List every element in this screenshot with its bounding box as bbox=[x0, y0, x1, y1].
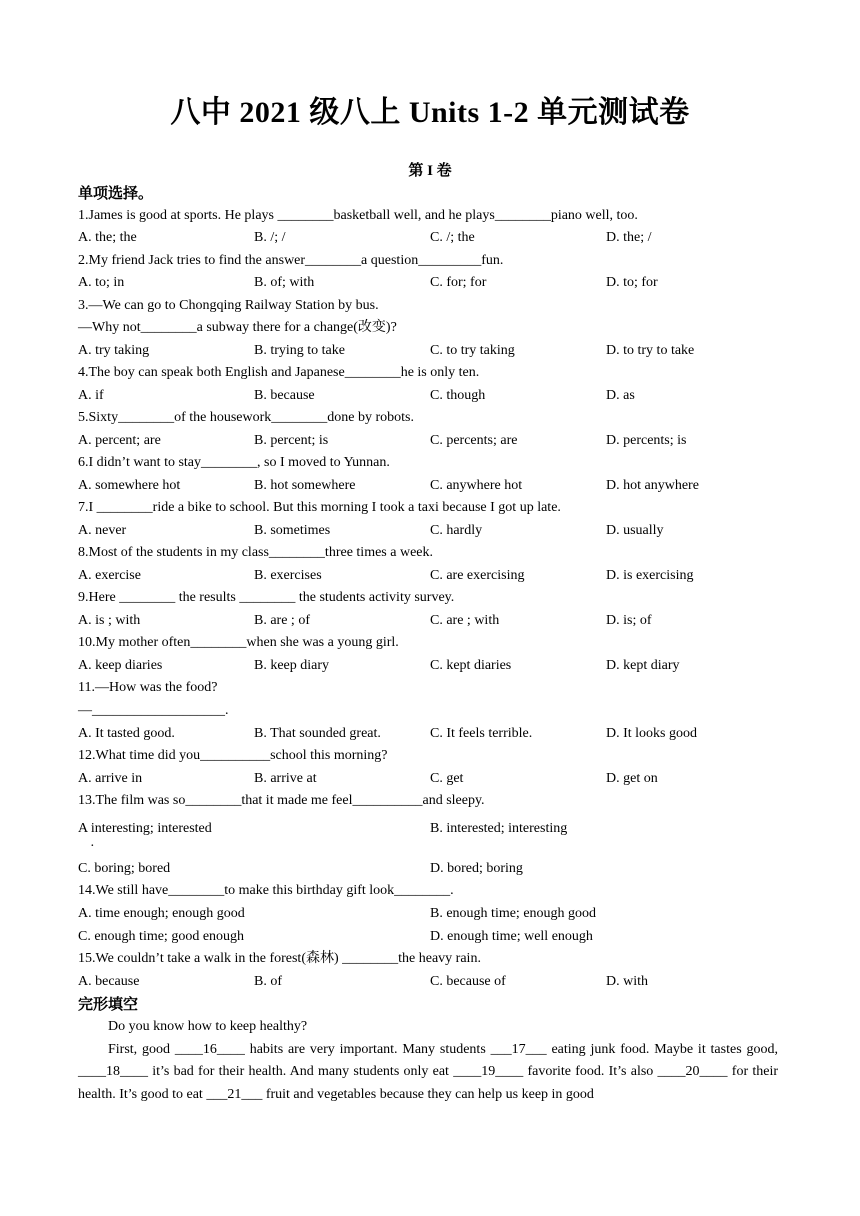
question-stem: 13.The film was so________that it made me feel__________and sleepy. bbox=[78, 793, 485, 808]
option-d[interactable]: D. enough time; well enough bbox=[430, 929, 593, 944]
question-stem: 6.I didn’t want to stay________, so I moved to Yunnan. bbox=[78, 455, 390, 470]
option-a[interactable]: A. try taking bbox=[78, 343, 150, 358]
question-options bbox=[78, 520, 784, 542]
question-options bbox=[78, 971, 784, 993]
option-a[interactable]: A. It tasted good. bbox=[78, 726, 175, 741]
question-options bbox=[78, 565, 784, 587]
question-stem: 11.—How was the food? bbox=[78, 680, 218, 695]
question-options bbox=[78, 655, 784, 677]
option-c[interactable]: C. for; for bbox=[430, 275, 487, 290]
question-options bbox=[78, 610, 784, 632]
option-c[interactable]: C. hardly bbox=[430, 523, 483, 538]
option-b[interactable]: B. exercises bbox=[254, 568, 322, 583]
question-stem: 7.I ________ride a bike to school. But this morning I took a taxi because I got up late. bbox=[78, 500, 561, 515]
cloze-text: habits are very important. Many students bbox=[244, 1041, 491, 1057]
question-stem: 10.My mother often________when she was a young girl. bbox=[78, 635, 399, 650]
cloze-text: for their health. It’s good to eat bbox=[78, 1064, 779, 1102]
question-stem: 12.What time did you__________school this morning? bbox=[78, 748, 388, 763]
option-d[interactable]: D. is; of bbox=[606, 613, 652, 628]
option-d[interactable]: D. as bbox=[606, 388, 635, 403]
option-d[interactable]: D. hot anywhere bbox=[606, 478, 699, 493]
option-b[interactable]: B. arrive at bbox=[254, 771, 317, 786]
question-stem: 2.My friend Jack tries to find the answer________a question_________fun. bbox=[78, 253, 504, 268]
option-b[interactable]: B. enough time; enough good bbox=[430, 906, 597, 921]
option-a[interactable]: A. to; in bbox=[78, 275, 125, 290]
option-c[interactable]: C. to try taking bbox=[430, 343, 515, 358]
question-stem: 15.We couldn’t take a walk in the forest(森林) ________the heavy rain. bbox=[78, 951, 481, 966]
cloze-text: eating junk food. Maybe it tastes good, bbox=[546, 1041, 778, 1057]
option-a[interactable]: A. somewhere hot bbox=[78, 478, 181, 493]
question-options bbox=[78, 385, 784, 407]
page-title: 八中 2021 级八上 Units 1-2 单元测试卷 bbox=[170, 96, 690, 129]
option-d[interactable]: D. bored; boring bbox=[430, 861, 523, 876]
option-a[interactable]: A. time enough; enough good bbox=[78, 906, 245, 921]
section-heading-cloze: 完形填空 bbox=[78, 995, 139, 1013]
question-stem-line-2: —Why not________a subway there for a change(改变)? bbox=[78, 320, 397, 335]
section-heading-single-choice: 单项选择。 bbox=[78, 184, 154, 202]
cloze-passage bbox=[78, 1016, 778, 1106]
question-stem: 14.We still have________to make this birthday gift look________. bbox=[78, 883, 454, 898]
option-b[interactable]: B. sometimes bbox=[254, 523, 331, 538]
question-options bbox=[78, 818, 784, 840]
cloze-blank-17[interactable]: ___17___ bbox=[490, 1041, 547, 1057]
cloze-blank-18[interactable]: ____18____ bbox=[78, 1064, 148, 1079]
option-d[interactable]: D. percents; is bbox=[606, 433, 687, 448]
question-options-row-2 bbox=[78, 858, 784, 880]
option-c[interactable]: C. /; the bbox=[430, 230, 475, 245]
question-stem: 3.—We can go to Chongqing Railway Station by bus. bbox=[78, 298, 379, 313]
cloze-blank-19[interactable]: ____19____ bbox=[453, 1064, 524, 1079]
question-stem: 4.The boy can speak both English and Japanese________he is only ten. bbox=[78, 365, 480, 380]
question-stem: 1.James is good at sports. He plays ________basketball well, and he plays________piano well, too. bbox=[78, 208, 638, 223]
question-options bbox=[78, 227, 784, 249]
option-a[interactable]: A. percent; are bbox=[78, 433, 161, 448]
question-options bbox=[78, 340, 784, 362]
question-stem: 5.Sixty________of the housework________done by robots. bbox=[78, 410, 414, 425]
option-c[interactable]: C. are exercising bbox=[430, 568, 525, 583]
option-b[interactable]: B. percent; is bbox=[254, 433, 329, 448]
option-c[interactable]: C. anywhere hot bbox=[430, 478, 523, 493]
option-b[interactable]: B. of bbox=[254, 974, 282, 989]
option-d[interactable]: D. It looks good bbox=[606, 726, 697, 741]
question-stem-line-2: —___________________. bbox=[78, 703, 229, 718]
question-options bbox=[78, 272, 784, 294]
option-a[interactable]: A. exercise bbox=[78, 568, 141, 583]
question-options bbox=[78, 723, 784, 745]
option-d[interactable]: D. to try to take bbox=[606, 343, 695, 358]
option-b[interactable]: B. because bbox=[254, 388, 315, 403]
option-c[interactable]: C. boring; bored bbox=[78, 861, 171, 876]
option-c[interactable]: C. percents; are bbox=[430, 433, 518, 448]
option-a[interactable]: A. is ; with bbox=[78, 613, 141, 628]
question-options bbox=[78, 430, 784, 452]
question-stem: 8.Most of the students in my class________three times a week. bbox=[78, 545, 433, 560]
question-options-row-2 bbox=[78, 926, 784, 948]
question-stem: 9.Here ________ the results ________ the students activity survey. bbox=[78, 590, 455, 605]
option-d[interactable]: D. usually bbox=[606, 523, 664, 538]
option-b[interactable]: B. trying to take bbox=[254, 343, 345, 358]
option-c[interactable]: C. enough time; good enough bbox=[78, 929, 245, 944]
option-b[interactable]: B. keep diary bbox=[254, 658, 330, 673]
option-b[interactable]: B. interested; interesting bbox=[430, 821, 568, 836]
option-a[interactable]: A. the; the bbox=[78, 230, 137, 245]
option-b[interactable]: B. of; with bbox=[254, 275, 315, 290]
option-c[interactable]: C. It feels terrible. bbox=[430, 726, 533, 741]
option-c[interactable]: C. because of bbox=[430, 974, 506, 989]
question-options bbox=[78, 475, 784, 497]
option-b[interactable]: B. are ; of bbox=[254, 613, 310, 628]
cloze-paragraph-2 bbox=[78, 1039, 778, 1107]
cloze-blank-16[interactable]: ____16____ bbox=[174, 1041, 245, 1057]
option-b[interactable]: B. That sounded great. bbox=[254, 726, 381, 741]
option-d[interactable]: D. with bbox=[606, 974, 648, 989]
question-options bbox=[78, 768, 784, 790]
cloze-text: First, good bbox=[108, 1041, 175, 1057]
option-a[interactable]: A. if bbox=[78, 388, 104, 403]
option-c[interactable]: C. though bbox=[430, 388, 486, 403]
cloze-text: it’s bad for their health. And many students only eat bbox=[148, 1064, 454, 1079]
option-c[interactable]: C. are ; with bbox=[430, 613, 500, 628]
paper-subtitle: 第 I 卷 bbox=[408, 163, 452, 179]
option-a[interactable]: A. because bbox=[78, 974, 140, 989]
option-a[interactable]: A. arrive in bbox=[78, 771, 143, 786]
option-c[interactable]: C. get bbox=[430, 771, 464, 786]
stray-dot-mark: · bbox=[90, 839, 95, 854]
option-d[interactable]: D. kept diary bbox=[606, 658, 680, 673]
cloze-text: fruit and vegetables because they can help us keep in good bbox=[262, 1086, 594, 1102]
option-d[interactable]: D. is exercising bbox=[606, 568, 694, 583]
option-d[interactable]: D. the; / bbox=[606, 230, 652, 245]
cloze-blank-21[interactable]: ___21___ bbox=[206, 1086, 263, 1102]
option-d[interactable]: D. get on bbox=[606, 771, 658, 786]
cloze-blank-20[interactable]: ____20____ bbox=[657, 1064, 728, 1079]
option-d[interactable]: D. to; for bbox=[606, 275, 658, 290]
cloze-text: favorite food. It’s also bbox=[523, 1064, 658, 1079]
option-b[interactable]: B. /; / bbox=[254, 230, 286, 245]
option-b[interactable]: B. hot somewhere bbox=[254, 478, 356, 493]
cloze-paragraph-1: Do you know how to keep healthy? bbox=[108, 1019, 308, 1034]
option-c[interactable]: C. kept diaries bbox=[430, 658, 512, 673]
option-a[interactable]: A. never bbox=[78, 523, 127, 538]
option-a[interactable]: A. keep diaries bbox=[78, 658, 163, 673]
question-options bbox=[78, 903, 784, 925]
option-a[interactable]: A interesting; interested bbox=[78, 821, 212, 836]
